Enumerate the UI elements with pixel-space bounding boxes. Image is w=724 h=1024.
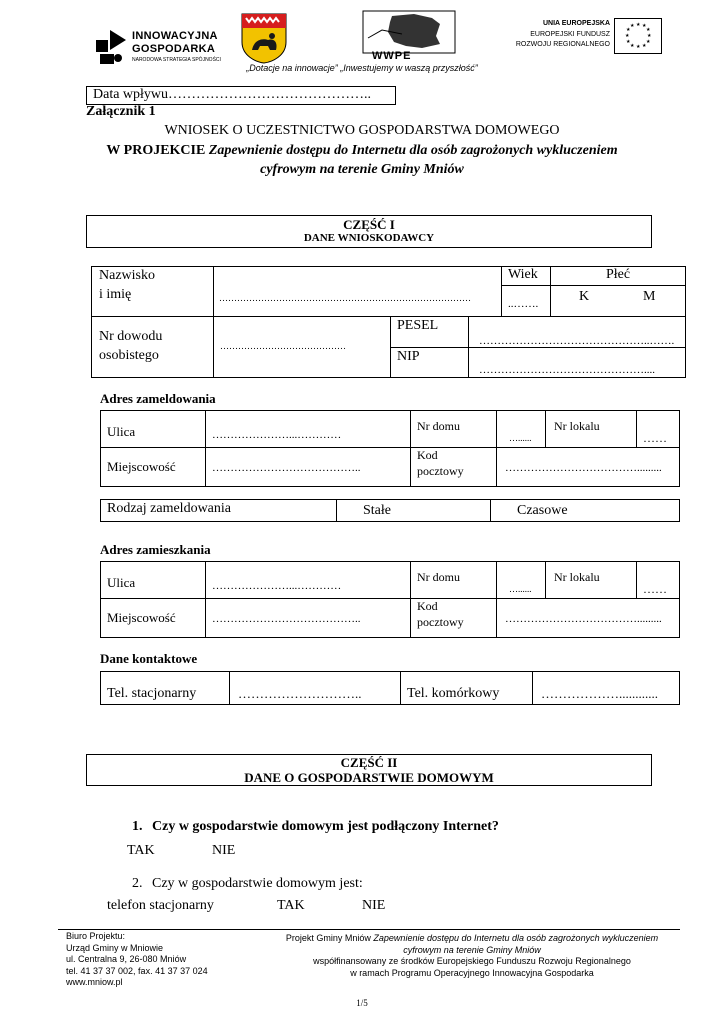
data-wplywu-box[interactable]	[86, 86, 396, 105]
zam-miejscowosc-label-cell	[100, 447, 206, 487]
pesel-label: PESEL	[397, 318, 439, 333]
tel-kom-label: Tel. komórkowy	[407, 686, 500, 701]
zmk-kod-label1: Kod	[417, 599, 438, 613]
rodzaj-label: Rodzaj zameldowania	[107, 501, 232, 516]
zameldowanie-heading: Adres zameldowania	[100, 391, 216, 406]
part1-heading: CZĘŚĆ I	[343, 217, 395, 232]
zam-kod-label-cell	[410, 447, 497, 487]
wiek-input-cell[interactable]	[501, 285, 551, 317]
zam-nr-lokalu-label: Nr lokalu	[554, 419, 600, 433]
nazwisko-label1: Nazwisko	[99, 268, 155, 283]
nazwisko-label2: i imię	[99, 287, 132, 302]
zamieszkanie-heading: Adres zamieszkania	[100, 542, 211, 557]
q2-number: 2.	[132, 876, 143, 891]
wiek-label-cell	[501, 266, 551, 286]
nip-input-cell[interactable]	[468, 347, 686, 378]
q1-text: Czy w gospodarstwie domowym jest podłączony Internet?	[152, 819, 499, 834]
nazwisko-input-cell[interactable]	[213, 266, 502, 317]
nip-label: NIP	[397, 349, 420, 364]
zam-kod-label1: Kod	[417, 448, 438, 462]
zmk-kod-label-cell	[410, 598, 497, 638]
wwpe-logo	[362, 10, 456, 66]
zmk-ulica-input[interactable]	[205, 561, 411, 599]
zmk-nr-domu-dots: …......	[509, 584, 532, 594]
q2-text: Czy w gospodarstwie domowym jest:	[152, 876, 363, 891]
pesel-dots: ………………………………………..…….	[479, 335, 675, 347]
zalacznik-label: Załącznik 1	[86, 104, 156, 119]
zam-miejscowosc-input[interactable]	[205, 447, 411, 487]
zam-ulica-input[interactable]	[205, 410, 411, 448]
zam-nr-lokalu-label-cell	[545, 410, 637, 448]
svg-text:★: ★	[630, 24, 635, 29]
tel-stac-input[interactable]	[229, 671, 401, 705]
zmk-nr-domu-label: Nr domu	[417, 570, 460, 584]
footer-right-line4: w ramach Programu Operacyjnego Innowacyjna Gospodarka	[350, 967, 594, 978]
plec-choice-cell[interactable]	[550, 285, 686, 317]
zmk-nr-lokalu-label: Nr lokalu	[554, 570, 600, 584]
zmk-ulica-dots: …………………...…………	[212, 580, 342, 592]
zmk-ulica-label: Ulica	[107, 575, 136, 590]
wniosek-title-line3: cyfrowym na terenie Gminy Mniów	[260, 162, 464, 177]
footer-right	[262, 933, 682, 979]
footer-right-line3: współfinansowany ze środków Europejskiego Funduszu Rozwoju Regionalnego	[313, 956, 631, 966]
zam-kod-label2: pocztowy	[417, 464, 464, 478]
title-italic-part: Zapewnienie dostępu do Internetu dla osób zagrożonych wykluczeniem	[208, 143, 618, 158]
rodzaj-czasowe-label: Czasowe	[517, 503, 568, 518]
zam-ulica-label: Ulica	[107, 424, 136, 439]
title-bold-part: W PROJEKCIE	[106, 143, 206, 158]
zmk-nr-lokalu-input[interactable]	[636, 561, 680, 599]
footer-left-line1: Biuro Projektu:	[66, 931, 126, 941]
header-slogan: „Dotacje na innowacje” „Inwestujemy w waszą przyszłość”	[246, 63, 478, 73]
eu-flag-icon	[614, 18, 662, 54]
zam-ulica-label-cell	[100, 410, 206, 448]
plec-m-option[interactable]: M	[643, 289, 656, 304]
part2-header-box	[86, 754, 652, 786]
part1-header-box	[86, 215, 652, 248]
pesel-input-cell[interactable]	[468, 316, 686, 348]
zam-nr-lokalu-dots: ……	[643, 431, 667, 445]
zam-nr-domu-label-cell	[410, 410, 497, 448]
eu-line1: UNIA EUROPEJSKA	[542, 20, 610, 27]
svg-text:★: ★	[646, 40, 651, 45]
plec-k-option[interactable]: K	[579, 289, 590, 304]
footer-left-line2: Urząd Gminy w Mniowie	[66, 942, 164, 953]
nazwisko-dots: …………………………………………………………………………	[219, 293, 471, 303]
dowod-input-cell[interactable]	[213, 316, 391, 378]
svg-text:★: ★	[636, 23, 641, 28]
zam-nr-domu-input[interactable]	[496, 410, 546, 448]
zam-nr-domu-label: Nr domu	[417, 419, 460, 433]
zam-nr-lokalu-input[interactable]	[636, 410, 680, 448]
dowod-dots: ……………………………………	[220, 341, 346, 351]
plec-label: Płeć	[605, 267, 631, 282]
zmk-ulica-label-cell	[100, 561, 206, 599]
svg-text:★: ★	[630, 44, 635, 49]
svg-text:★: ★	[646, 28, 651, 33]
wniosek-title: WNIOSEK O UCZESTNICTWO GOSPODARSTWA DOMOWEGO	[164, 123, 560, 138]
eu-line2: EUROPEJSKI FUNDUSZ	[530, 31, 610, 38]
footer-divider	[58, 929, 680, 930]
eu-line3: ROZWOJU REGIONALNEGO	[515, 41, 610, 48]
zam-miejscowosc-dots: …………………………………..	[212, 462, 361, 474]
svg-text:★: ★	[626, 40, 631, 45]
footer-right-line1	[262, 933, 682, 945]
zam-kod-dots: ……………………………….........	[505, 462, 662, 474]
svg-text:★: ★	[636, 45, 641, 50]
wwpe-logo-text: WWPE	[372, 50, 412, 62]
wiek-label: Wiek	[508, 267, 538, 282]
zmk-nr-domu-input[interactable]	[496, 561, 546, 599]
q2-nie-option[interactable]: NIE	[362, 898, 386, 913]
zam-ulica-dots: …………………...…………	[212, 429, 342, 441]
ig-logo-line1: INNOWACYJNA	[132, 30, 218, 42]
footer-right-prefix: Projekt Gminy Mniów	[285, 933, 371, 943]
zmk-nr-lokalu-dots: ……	[643, 582, 667, 596]
nip-label-cell	[390, 347, 469, 378]
zmk-nr-lokalu-label-cell	[545, 561, 637, 599]
zmk-miejscowosc-label-cell	[100, 598, 206, 638]
zam-nr-domu-dots: …......	[509, 433, 532, 443]
svg-text:★: ★	[642, 44, 647, 49]
tel-kom-label-cell	[400, 671, 533, 705]
zmk-miejscowosc-dots: …………………………………..	[212, 613, 361, 625]
footer-right-italic1: Zapewnienie dostępu do Internetu dla osób zagrożonych wykluczeniem	[373, 933, 659, 943]
q1-tak-option[interactable]: TAK	[127, 843, 155, 858]
dowod-label-cell	[91, 316, 214, 378]
dowod-label2: osobistego	[99, 348, 159, 363]
rodzaj-label-cell	[100, 499, 337, 522]
poland-map-icon	[362, 10, 456, 54]
rodzaj-stale-label: Stałe	[363, 503, 391, 518]
ig-emblem-icon	[96, 26, 128, 66]
tel-stac-label: Tel. stacjonarny	[107, 686, 197, 701]
tel-kom-input[interactable]	[532, 671, 680, 705]
zmk-miejscowosc-input[interactable]	[205, 598, 411, 638]
tel-stac-label-cell	[100, 671, 230, 705]
kontakt-heading: Dane kontaktowe	[100, 651, 198, 666]
wniosek-title-line2	[0, 143, 724, 159]
part1-subheading: DANE WNIOSKODAWCY	[303, 232, 435, 244]
footer-left-line4: tel. 41 37 37 002, fax. 41 37 37 024	[66, 965, 208, 976]
rodzaj-czasowe-option[interactable]	[490, 499, 680, 522]
rodzaj-stale-option[interactable]	[336, 499, 491, 522]
footer-left-line3: ul. Centralna 9, 26-080 Mniów	[66, 954, 187, 964]
zmk-kod-input[interactable]	[496, 598, 680, 638]
eu-logo-block	[510, 18, 662, 58]
zam-kod-input[interactable]	[496, 447, 680, 487]
part2-subheading: DANE O GOSPODARSTWIE DOMOWYM	[244, 770, 494, 785]
tel-kom-dots: ………………............	[541, 686, 658, 701]
ig-logo-line3: NARODOWA STRATEGIA SPÓJNOŚCI	[132, 57, 221, 63]
pesel-label-cell	[390, 316, 469, 348]
wiek-dots: ..…….	[508, 298, 539, 310]
zmk-kod-label2: pocztowy	[417, 615, 464, 629]
mniow-coat-of-arms	[240, 12, 288, 64]
zam-miejscowosc-label: Miejscowość	[107, 459, 176, 474]
page-number: 1/5	[356, 998, 368, 1008]
nazwisko-label-cell	[91, 266, 214, 317]
footer-right-italic2: cyfrowym na terenie Gminy Mniów	[403, 944, 541, 955]
q1-number: 1.	[132, 819, 143, 834]
dowod-label1: Nr dowodu	[99, 329, 163, 344]
plec-label-cell	[550, 266, 686, 286]
svg-text:★: ★	[647, 34, 652, 39]
svg-text:★: ★	[625, 34, 630, 39]
footer-left-line5: www.mniow.pl	[66, 977, 123, 987]
svg-text:★: ★	[626, 28, 631, 33]
svg-text:★: ★	[642, 24, 647, 29]
zmk-kod-dots: ……………………………….........	[505, 613, 662, 625]
nip-dots: ………………………………………....	[479, 364, 655, 376]
tel-stac-dots: ………………………..	[238, 686, 362, 701]
zmk-miejscowosc-label: Miejscowość	[107, 610, 176, 625]
data-wplywu-text: Data wpływu……………………………………..	[93, 87, 372, 102]
q2-tak-option[interactable]: TAK	[277, 898, 305, 913]
part2-heading: CZĘŚĆ II	[340, 755, 398, 770]
coat-of-arms-icon	[240, 12, 288, 64]
zmk-nr-domu-label-cell	[410, 561, 497, 599]
ig-logo-line2: GOSPODARKA	[132, 43, 216, 55]
q2-item-telefon: telefon stacjonarny	[107, 898, 214, 913]
q1-nie-option[interactable]: NIE	[212, 843, 236, 858]
footer-left	[66, 931, 208, 989]
